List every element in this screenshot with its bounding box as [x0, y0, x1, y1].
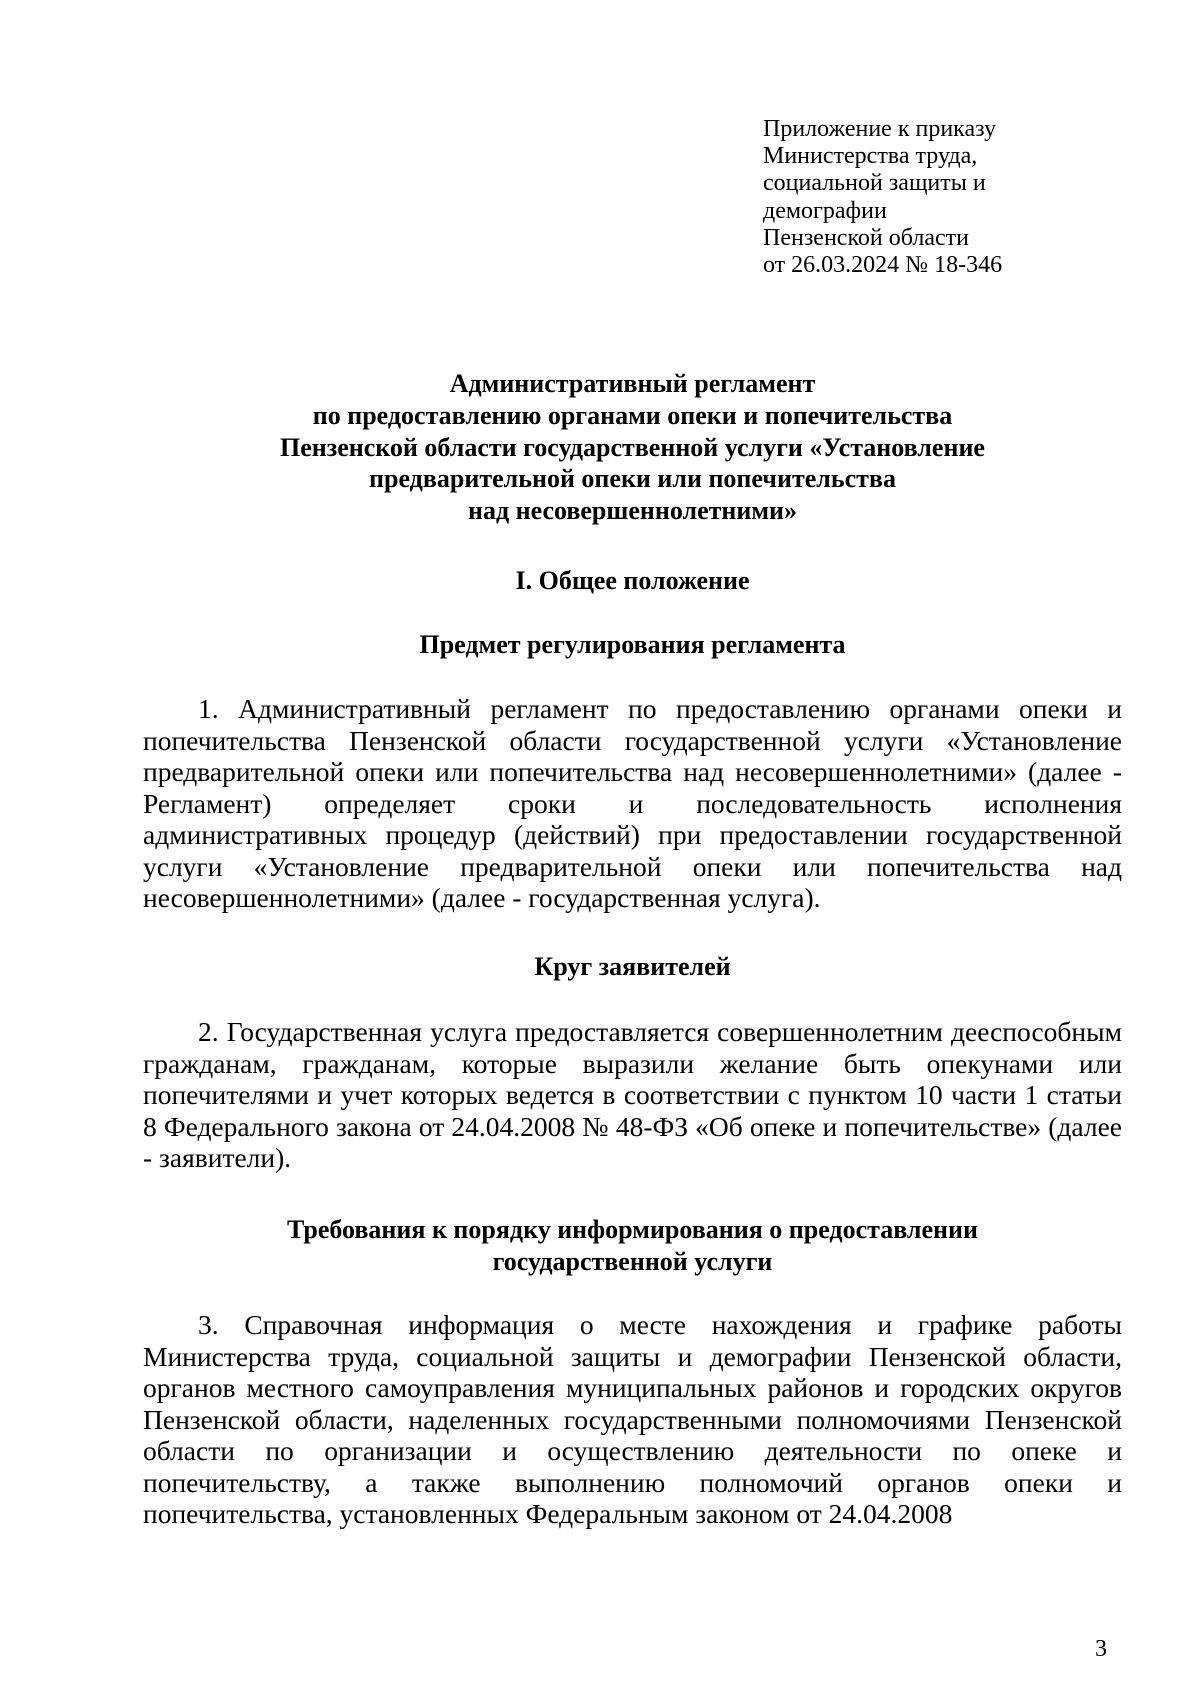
paragraph-1: 1. Административный регламент по предоставлению органами опеки и попечительства Пензенской области государственной услуги «Установление предварительной опеки или попечительства над несовершеннолетними» (далее - Регламент) определяет сроки и последовательность исполнения административных процедур (действий) при предоставлении государственной услуги «Установление предварительной опеки или попечительства над несовершеннолетними» (далее - государственная услуга).	[143, 693, 1122, 913]
title-line: Пензенской области государственной услуги «Установление	[280, 432, 985, 462]
appendix-line: демографии	[763, 197, 887, 224]
requirements-heading	[143, 1214, 1122, 1278]
applicants-heading: Круг заявителей	[534, 952, 731, 981]
page-number: 3	[1095, 1636, 1107, 1662]
paragraph-2: 2. Государственная услуга предоставляется совершеннолетним дееспособным гражданам, гражданам, которые выразили желание быть опекунами или попечителями и учет которых ведется в соответствии с пунктом 10 части 1 статьи 8 Федерального закона от 24.04.2008 № 48-ФЗ «Об опеке и попечительстве» (далее - заявители).	[143, 1016, 1122, 1173]
appendix-note	[763, 116, 1083, 279]
requirements-heading-line: Требования к порядку информирования о предоставлении	[287, 1215, 978, 1244]
appendix-line: Приложение к приказу	[763, 116, 997, 142]
title-line: над несовершеннолетними»	[467, 496, 798, 526]
title-line: предварительной опеки или попечительства	[369, 464, 896, 494]
appendix-line: от 26.03.2024 № 18-346	[763, 252, 1003, 279]
title-line: Административный регламент	[449, 369, 816, 398]
appendix-line: социальной защиты и	[763, 170, 986, 197]
section-heading: I. Общее положение	[515, 566, 750, 595]
subject-heading: Предмет регулирования регламента	[419, 630, 846, 659]
document-title	[143, 368, 1122, 527]
title-line: по предоставлению органами опеки и попечительства	[312, 400, 953, 430]
requirements-heading-line: государственной услуги	[492, 1246, 773, 1276]
appendix-line: Министерства труда,	[763, 143, 978, 170]
paragraph-3: 3. Справочная информация о месте нахождения и графике работы Министерства труда, социальной защиты и демографии Пензенской области, органов местного самоуправления муниципальных районов и городских округов Пензенской области, наделенных государственными полномочиями Пензенской области по организации и осуществлению деятельности по опеке и попечительству, а также выполнению полномочий органов опеки и попечительства, установленных Федеральным законом от 24.04.2008	[143, 1309, 1122, 1529]
appendix-line: Пензенской области	[763, 224, 969, 251]
